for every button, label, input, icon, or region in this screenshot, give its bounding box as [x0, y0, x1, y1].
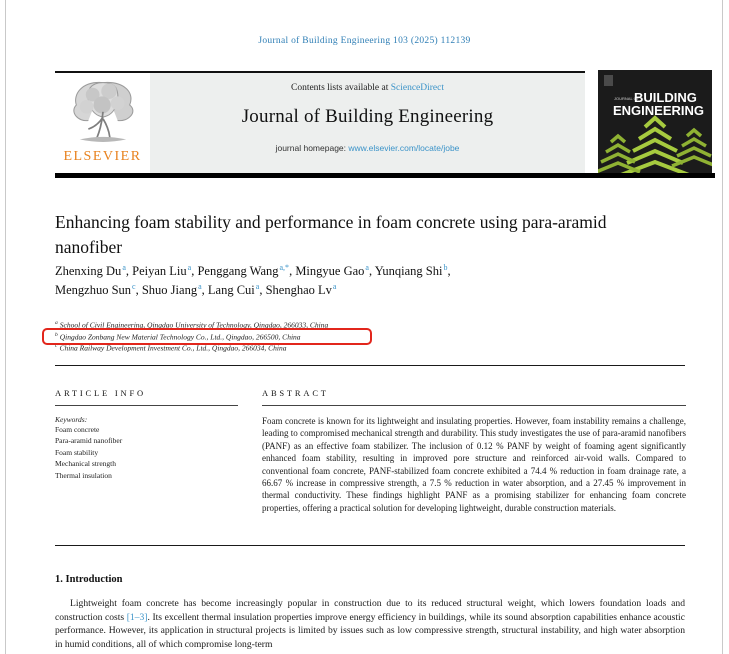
author-affil-sup: b [443, 263, 448, 272]
contents-prefix: Contents lists available at [290, 83, 391, 93]
introduction-heading: 1. Introduction [55, 574, 123, 585]
abstract-heading: ABSTRACT [262, 388, 329, 398]
author-affil-sup corresponding-author-mark[interactable]: a,* [279, 263, 290, 272]
author: Yunqiang Shi$^b$, [374, 263, 451, 279]
abstract-column [262, 388, 686, 514]
author-list [55, 262, 675, 300]
keyword: Mechanical strength [55, 459, 117, 469]
keyword: Foam concrete [55, 425, 100, 434]
cover-emblem [604, 75, 613, 86]
journal-title: Journal of Building Engineering [241, 106, 494, 127]
author-affil-sup: a [122, 263, 126, 272]
author: Shenghao Lv$^a$ [265, 281, 337, 298]
section-divider-top [55, 365, 685, 366]
cover-title-line1-text: BUILDING [634, 90, 697, 105]
journal-banner [150, 73, 585, 173]
author: Mengzhuo Sun$^c$, [55, 281, 142, 298]
author: Zhenxing Du$^a$, [55, 263, 133, 279]
article-title: Enhancing foam stability and performance in foam concrete using para-aramid nanofiber [55, 212, 607, 258]
affiliation-sup: a [55, 320, 58, 326]
logo-ground [79, 137, 125, 142]
keyword: Foam stability [55, 447, 99, 457]
author-affil-sup: a [365, 263, 369, 272]
homepage-line [150, 143, 585, 153]
article-info-column [55, 388, 238, 481]
intro-text-after-ref: . Its excellent thermal insulation properties improve energy efficiency in buildings, while its sound absorption capabilities enhance acoustic performance. However, its application in structural projects is limited by issues such as low compressive strength, structural instability, and high water absorption in humid conditions, all of which compromise long-term [55, 611, 685, 650]
header-bottom-bar [55, 173, 715, 178]
author: Shuo Jiang$^a$, [141, 281, 208, 298]
journal-cover-image[interactable] [598, 70, 712, 173]
author-affil-sup: a [187, 263, 192, 272]
elsevier-wordmark: ELSEVIER [63, 149, 142, 164]
affiliation-sup: b [55, 331, 58, 338]
cover-journal-of-text: JOURNAL OF [614, 96, 640, 101]
affiliation-a: $^a$ School of Civil Engineering, Qingdao University of Technology, Qingdao, 266033, China [55, 320, 329, 330]
citation-ref-link[interactable]: [1–3] [126, 611, 148, 623]
author: Penggang Wang$^{a,*}$, [197, 263, 296, 279]
elsevier-logo[interactable] [55, 74, 150, 173]
keyword: Para-aramid nanofiber [55, 436, 123, 446]
journal-citation: Journal of Building Engineering 103 (2025) 112139 [258, 36, 471, 46]
affiliation-c: $^c$ China Railway Development Investment Co., Ltd., Qingdao, 266034, China [55, 343, 287, 353]
introduction-paragraph [55, 597, 685, 651]
article-info-underline [55, 405, 238, 406]
author-affil-sup: a [198, 281, 202, 291]
author-line-2 [55, 281, 675, 300]
author-line-1 [55, 262, 675, 281]
author-affil-sup: c [132, 281, 136, 291]
keywords-label: Keywords: [55, 415, 88, 424]
author-affil-sup: a [332, 281, 337, 291]
cover-title-line2-text: ENGINEERING [613, 103, 705, 118]
sciencedirect-link[interactable]: ScienceDirect [390, 83, 444, 93]
journal-header [55, 70, 715, 178]
author-affil-sup: a [255, 281, 260, 291]
affiliation-sup: c [55, 343, 58, 349]
abstract-text: Foam concrete is known for its lightweight and insulating properties. However, foam instability remains a challenge, leading to compromised mechanical strength and durability. This study investigates the use of para-aramid nanofibers (PANF) as an effective foam stabilizer. The inclusion of 0.12 % PANF by weight of foaming agent significantly enhanced foam stability, resulting in improved pore structure and reinforced air-void walls. Compared to conventional foam concrete, PANF-stabilized foam concrete exhibited a 74.4 % reduction in foam drainage rate, a 66.67 % increase in compressive strength, a 7.5 % reduction in water absorption, and a 27.45 % improvement in thermal conductivity. These findings highlight PANF as a promising stabilizer for enhancing foam concrete properties, offering a practical solution for developing lightweight, durable construction materials. [262, 416, 686, 513]
author: Peiyan Liu$^a$, [132, 263, 198, 279]
page-right-edge [722, 0, 723, 654]
affiliation-list [55, 318, 675, 353]
author: Mingyue Gao$^a$, [295, 263, 375, 279]
contents-line [150, 83, 585, 93]
author: Lang Cui$^a$, [207, 281, 266, 298]
keyword: Thermal insulation [55, 470, 112, 480]
homepage-link[interactable]: www.elsevier.com/locate/jobe [348, 143, 460, 153]
homepage-prefix: journal homepage: [275, 143, 349, 153]
elsevier-tree-icon [64, 74, 142, 148]
page-left-edge [5, 0, 6, 654]
article-info-heading: ARTICLE INFO [55, 388, 146, 398]
section-divider-bottom [55, 545, 685, 546]
cover-art [598, 70, 712, 173]
intro-text-before-ref: Lightweight foam concrete has become increasingly popular in construction due to its reduced structural weight, which lowers foundation loads and construction costs [55, 598, 685, 623]
affiliation-b-highlighted: $^b$ Qingdao Zonbang New Material Technology Co., Ltd., Qingdao, 266500, China [55, 330, 675, 342]
abstract-underline [262, 405, 686, 406]
